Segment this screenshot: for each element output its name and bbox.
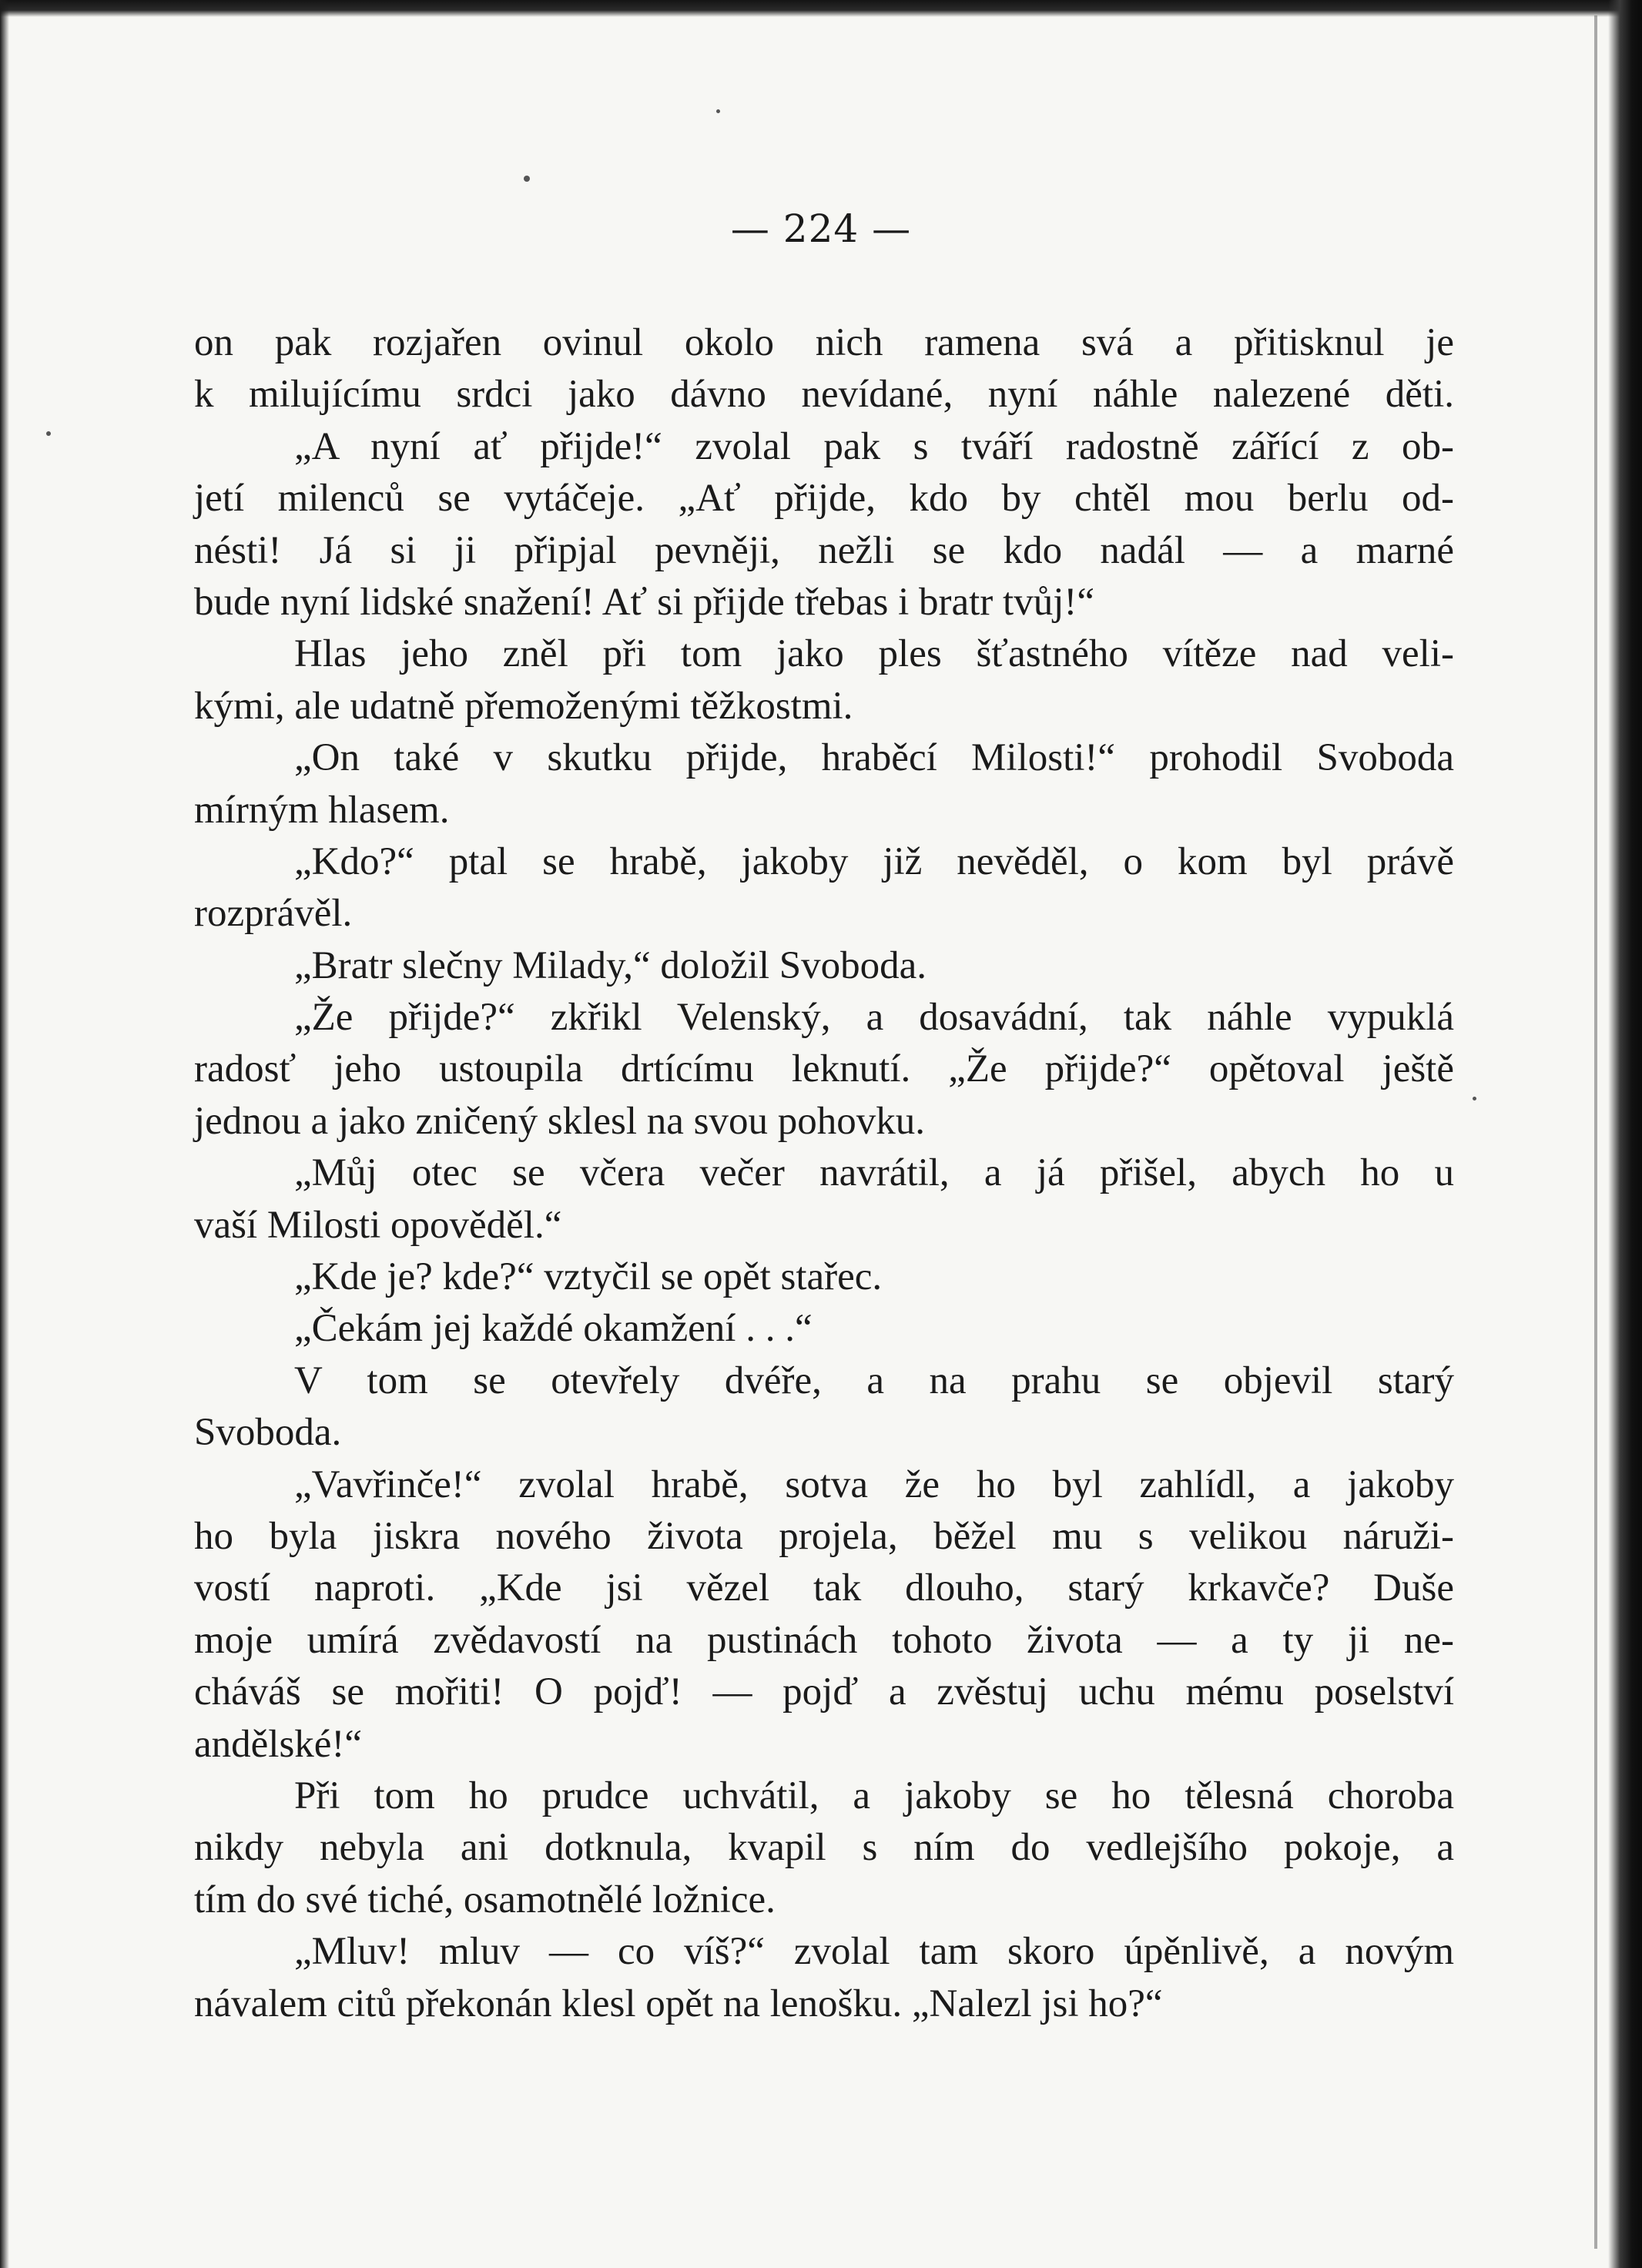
text-line: kými, ale udatně přemoženými těžkostmi. (194, 684, 853, 728)
scan-speck (524, 176, 530, 182)
text-line: „Kde je? kde?“ vztyčil se opět stařec. (294, 1255, 883, 1299)
text-line: návalem citů překonán klesl opět na lenošku. „Nalezl jsi ho?“ (194, 1982, 1163, 2025)
text-line: „Mluv! mluv — co víš?“ zvolal tam skoro úpěnlivě, a novým (294, 1930, 1454, 1974)
scan-edge-left (0, 0, 9, 2268)
page-number: — 224 — (730, 206, 912, 251)
text-line: jetí milenců se vytáčeje. „Ať přijde, kdo by chtěl mou berlu od- (194, 477, 1454, 521)
text-line: „Můj otec se včera večer navrátil, a já přišel, abych ho u (294, 1151, 1454, 1195)
text-line: Hlas jeho zněl při tom jako ples šťastného vítěze nad veli- (294, 632, 1454, 676)
text-line: nikdy nebyla ani dotknula, kvapil s ním do vedlejšího pokoje, a (194, 1826, 1454, 1870)
text-line: vaší Milosti opověděl.“ (194, 1203, 562, 1247)
text-line: mírným hlasem. (194, 788, 450, 832)
text-line: nésti! Já si ji připjal pevněji, nežli se kdo nadál — a marné (194, 528, 1454, 572)
text-line: „Že přijde?“ zkřikl Velenský, a dosavádní, tak náhle vypuklá (294, 996, 1454, 1040)
scan-fold-line (1594, 15, 1597, 2249)
text-line: rozprávěl. (194, 892, 353, 936)
text-line: „Bratr slečny Milady,“ doložil Svoboda. (294, 943, 927, 987)
text-line: ho byla jiskra nového života projela, běžel mu s velikou náruži- (194, 1514, 1454, 1558)
scan-speck (716, 109, 720, 113)
text-line: bude nyní lidské snažení! Ať si přijde třebas i bratr tvůj!“ (194, 580, 1094, 624)
scan-speck (1473, 1097, 1476, 1100)
text-line: „Čekám jej každé okamžení . . .“ (294, 1307, 813, 1351)
text-line: on pak rozjařen ovinul okolo nich ramena svá a přitisknul je (194, 321, 1454, 364)
text-line: „Kdo?“ ptal se hrabě, jakoby již nevěděl, o kom byl právě (294, 839, 1454, 883)
scan-speck (46, 431, 51, 436)
text-line: jednou a jako zničený sklesl na svou pohovku. (194, 1099, 925, 1143)
text-line: Svoboda. (194, 1411, 342, 1455)
text-line: andělské!“ (194, 1722, 363, 1766)
text-line: moje umírá zvědavostí na pustinách tohoto života — a ty ji ne- (194, 1618, 1454, 1662)
text-line: vostí naproti. „Kde jsi vězel tak dlouho, starý krkavče? Duše (194, 1566, 1454, 1610)
scan-edge-top (0, 0, 1642, 17)
text-line: radosť jeho ustoupila drtícímu leknutí. „Že přijde?“ opětoval ještě (194, 1047, 1454, 1091)
scan-edge-right (1608, 0, 1642, 2268)
text-line: „On také v skutku přijde, hraběcí Milosti!“ prohodil Svoboda (294, 736, 1454, 780)
text-line: k milujícímu srdci jako dávno nevídané, nyní náhle nalezené děti. (194, 373, 1454, 417)
text-line: V tom se otevřely dvéře, a na prahu se objevil starý (294, 1358, 1454, 1402)
body-text (194, 317, 1454, 2030)
text-line: Při tom ho prudce uchvátil, a jakoby se ho tělesná choroba (294, 1774, 1454, 1817)
text-line: tím do své tiché, osamotnělé ložnice. (194, 1878, 776, 1921)
text-line: „A nyní ať přijde!“ zvolal pak s tváří radostně zářící z ob- (294, 424, 1454, 468)
text-line: cháváš se mořiti! O pojď! — pojď a zvěstuj uchu mému poselství (194, 1670, 1454, 1714)
text-line: „Vavřinče!“ zvolal hrabě, sotva že ho byl zahlídl, a jakoby (294, 1462, 1454, 1506)
